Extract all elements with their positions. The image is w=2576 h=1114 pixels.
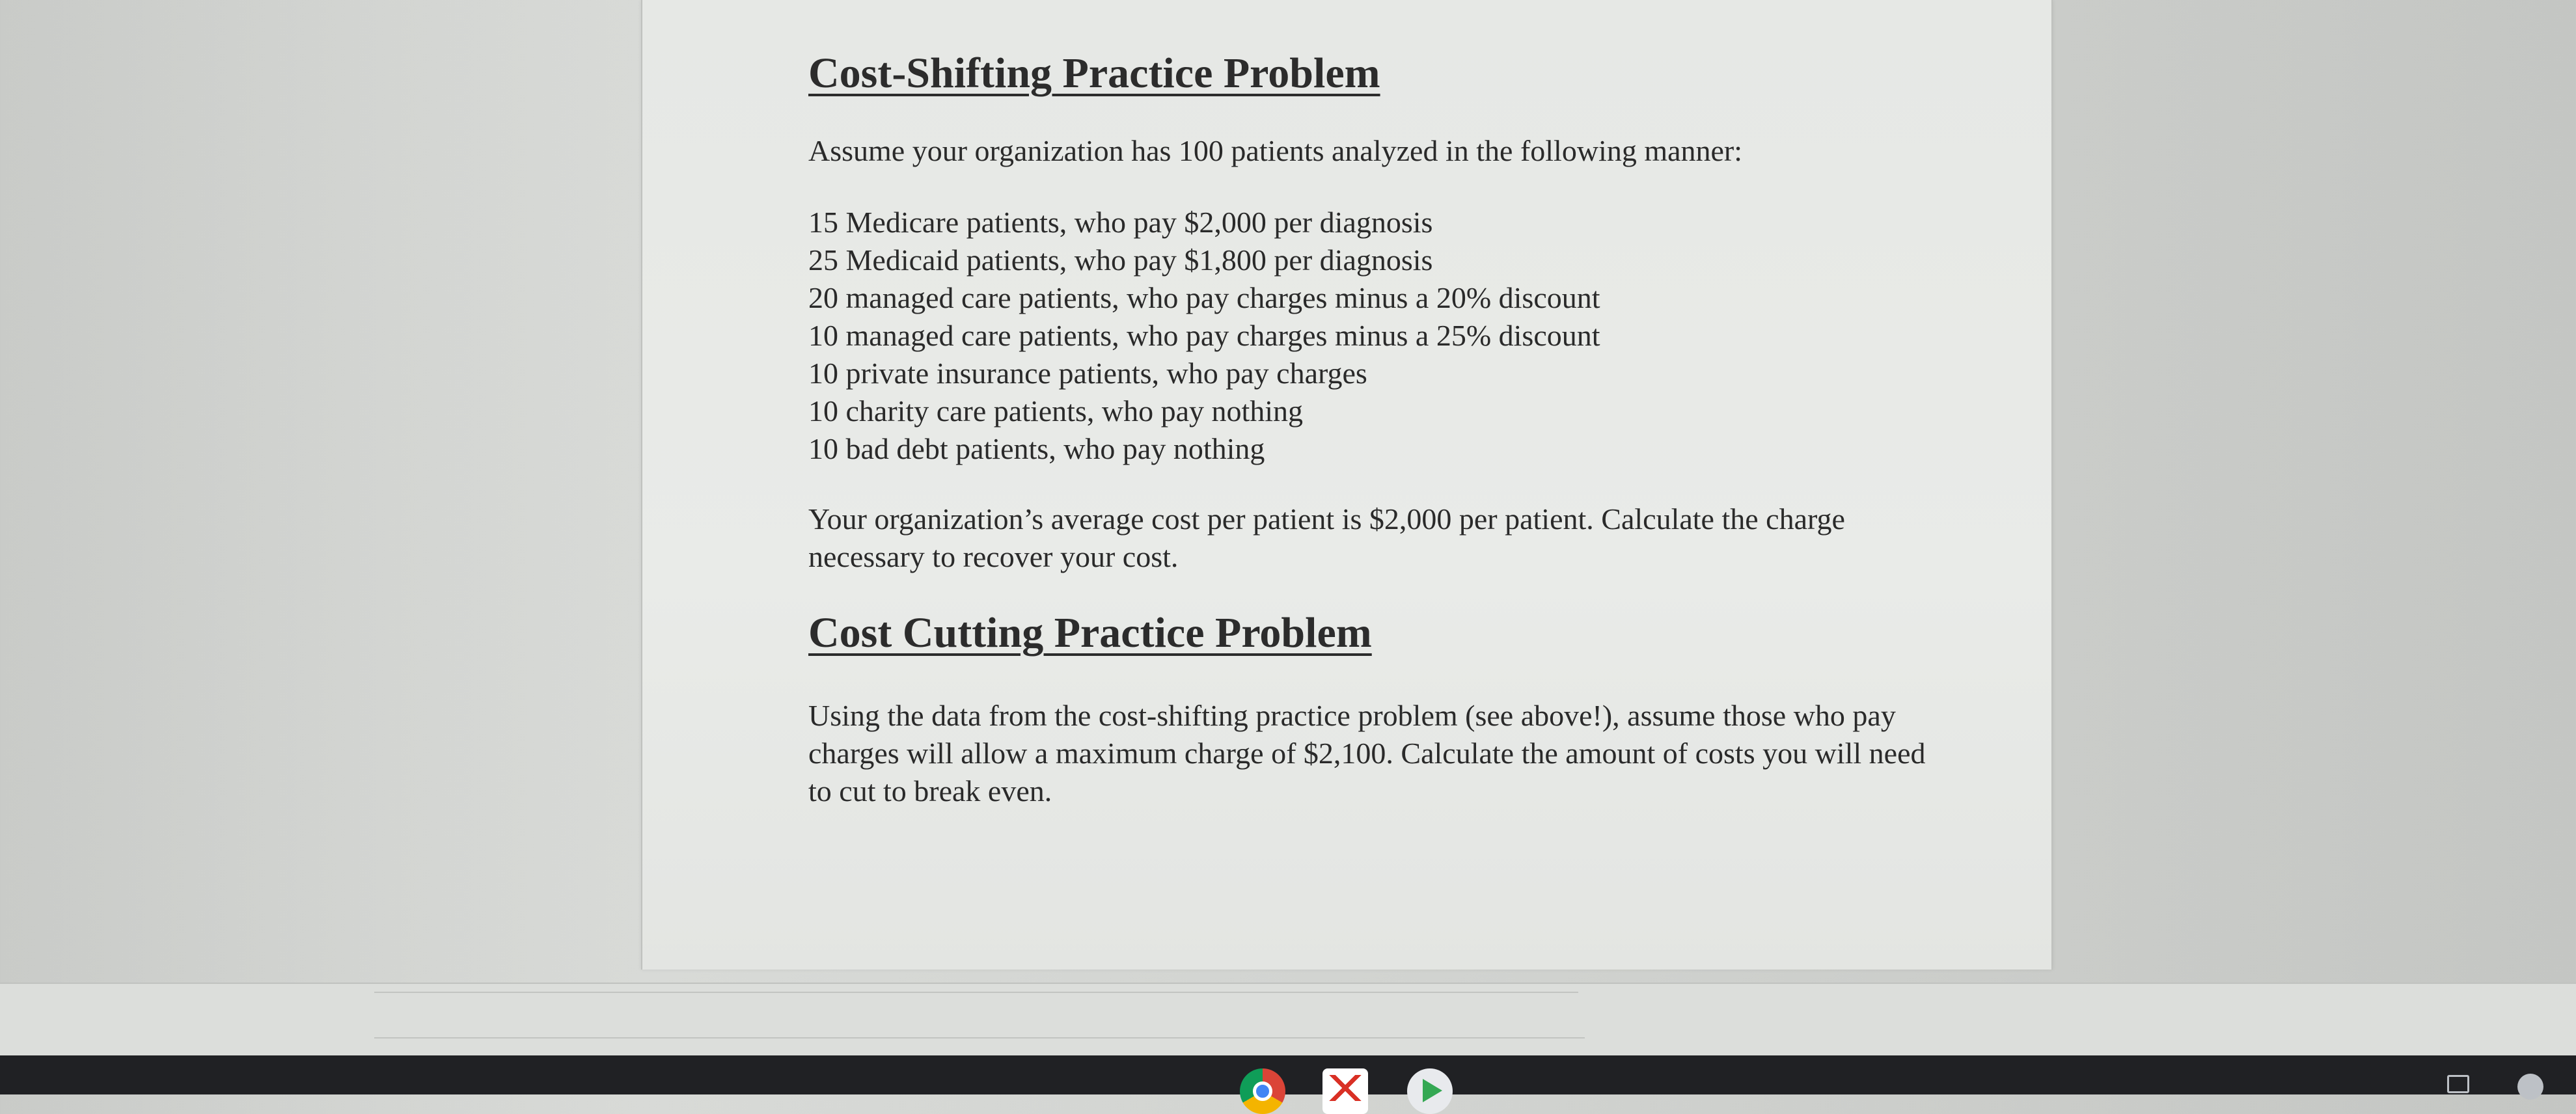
list-item: 15 Medicare patients, who pay $2,000 per diagnosis	[808, 205, 1433, 239]
account-icon[interactable]	[2517, 1074, 2543, 1100]
bottom-panel	[0, 983, 2576, 1057]
cost-cutting-paragraph: Using the data from the cost-shifting practice problem (see above!), assume those who pay charges will allow a maximum charge of $2,100. Calculate the amount of costs you will need to cut to break even.	[808, 698, 1926, 808]
chrome-icon[interactable]	[1240, 1068, 1285, 1114]
list-item: 10 charity care patients, who pay nothing	[808, 394, 1304, 428]
list-item: 20 managed care patients, who pay charges minus a 20% discount	[808, 280, 1600, 314]
patient-list	[808, 204, 1954, 468]
list-item: 10 managed care patients, who pay charges minus a 25% discount	[808, 318, 1600, 352]
panel-divider	[374, 1037, 1585, 1039]
taskbar	[0, 1055, 2576, 1094]
document-content	[808, 49, 1954, 810]
list-item: 10 private insurance patients, who pay charges	[808, 356, 1367, 390]
list-item: 10 bad debt patients, who pay nothing	[808, 431, 1265, 465]
panel-divider	[374, 992, 1578, 993]
cost-cutting-heading: Cost Cutting Practice Problem	[808, 608, 1372, 657]
screen-capture-icon[interactable]	[2447, 1075, 2469, 1093]
gmail-icon[interactable]	[1322, 1068, 1368, 1114]
list-item: 25 Medicaid patients, who pay $1,800 per diagnosis	[808, 243, 1433, 277]
play-store-icon[interactable]	[1407, 1068, 1453, 1114]
cost-shifting-heading: Cost-Shifting Practice Problem	[808, 49, 1380, 97]
document-page	[641, 0, 2053, 970]
intro-paragraph: Assume your organization has 100 patients analyzed in the following manner:	[808, 133, 1743, 167]
cost-paragraph: Your organization’s average cost per patient is $2,000 per patient. Calculate the charge necessary to recover your cost.	[808, 502, 1845, 573]
